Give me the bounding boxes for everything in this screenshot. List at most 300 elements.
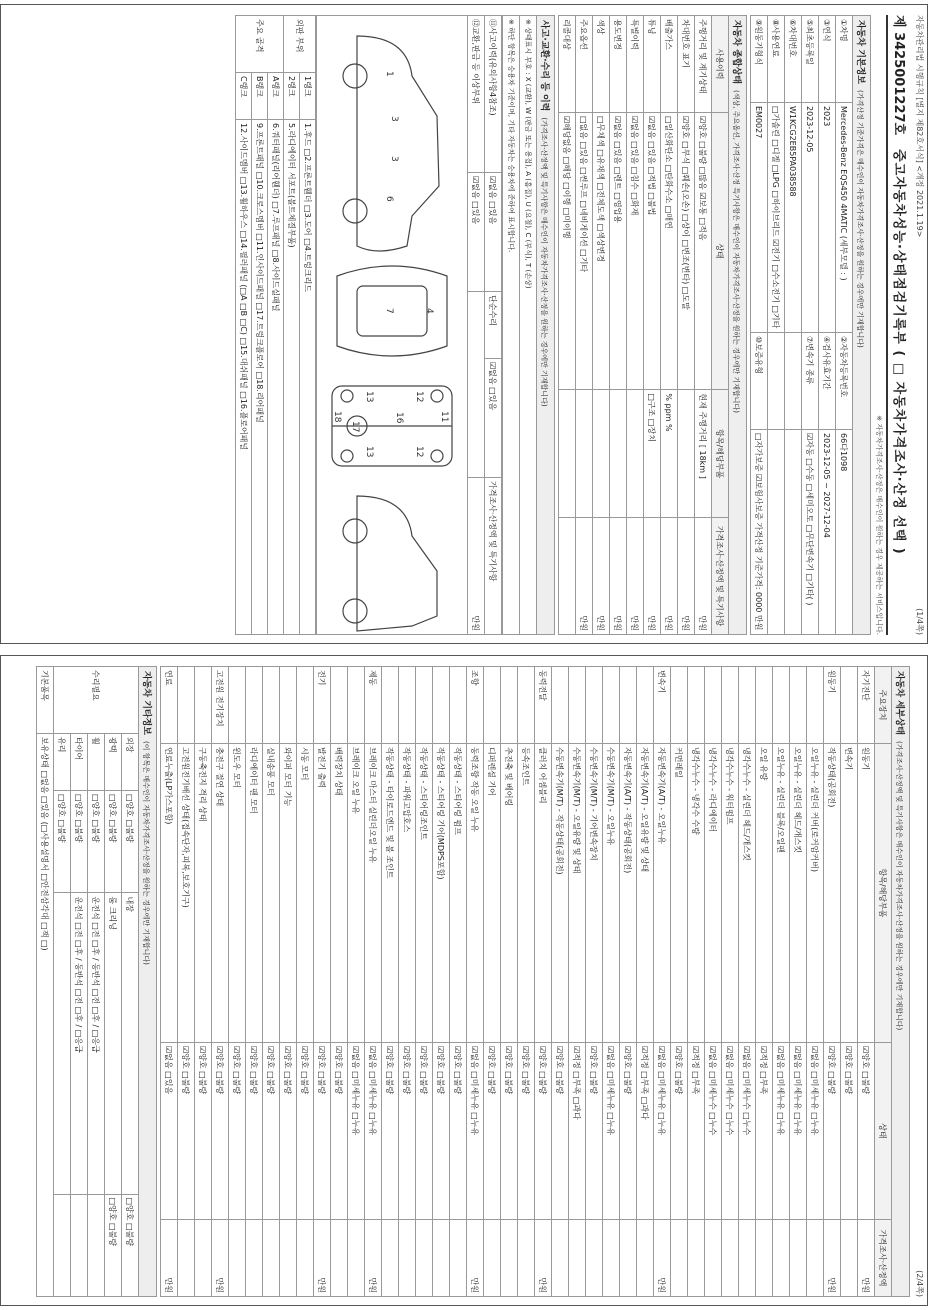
detail-state: ☑양호 □불량 bbox=[620, 1043, 637, 1220]
overall-status-section bbox=[729, 15, 747, 635]
main-rank-a-items: 6.쿼터패널(리어휀더) □7.루프패널 □8.사이드실패널 bbox=[268, 120, 284, 635]
detail-part: 오일누유 - 실린더 헤드/개스킷 bbox=[790, 744, 807, 1043]
repair-row bbox=[88, 667, 105, 1297]
status-detail bbox=[610, 390, 627, 518]
basic-info-value-2 bbox=[768, 430, 785, 635]
detail-system bbox=[552, 667, 569, 744]
accident-notes bbox=[502, 15, 537, 635]
detail-part: 작동상태 - 스티어링 펌프 bbox=[450, 744, 467, 1043]
svg-text:16: 16 bbox=[394, 412, 404, 424]
car-side-right-outline bbox=[357, 496, 437, 631]
detail-part: 클러치 어셈블리 bbox=[535, 744, 552, 1043]
page-1 bbox=[0, 4, 928, 644]
detail-system bbox=[603, 667, 620, 744]
repair-part: 타이어 bbox=[71, 734, 88, 791]
detail-row bbox=[688, 667, 705, 1297]
status-detail bbox=[576, 390, 593, 518]
detail-price bbox=[331, 1220, 348, 1297]
detail-part: 작동상태 - 스티어링조인트 bbox=[416, 744, 433, 1043]
detail-price bbox=[280, 1220, 297, 1297]
service-notice: ※ 자동차가격조사·산정은 매수인이 원하는 경우 제공하는 서비스입니다. bbox=[875, 415, 883, 635]
repair-part-2: 내장 bbox=[122, 893, 139, 1194]
detail-row bbox=[603, 667, 620, 1297]
detail-price: 만원 bbox=[161, 1220, 178, 1297]
detail-part: 자동변속기(A/T) - 오일누유 bbox=[654, 744, 671, 1043]
detail-price bbox=[790, 1220, 807, 1297]
repair-label: 수리필요 bbox=[54, 667, 139, 734]
detail-system bbox=[569, 667, 586, 744]
detail-col-system: 주요장치 bbox=[875, 667, 892, 744]
repair-part-2 bbox=[54, 893, 71, 1194]
detail-price bbox=[688, 1220, 705, 1297]
detail-row bbox=[722, 667, 739, 1297]
repair-part: 외장 bbox=[122, 734, 139, 791]
detail-row bbox=[518, 667, 535, 1297]
detail-part: 와이퍼 모터 기능 bbox=[280, 744, 297, 1043]
basic-info-value-2: 66다1098 bbox=[836, 430, 853, 635]
detail-price bbox=[705, 1220, 722, 1297]
repair-part-2: 룸 크리닝 bbox=[105, 893, 122, 1194]
basic-info-subnote: (가격산정 기준가격은 매수인이 자동차가격조사·산정을 원하는 경우에만 기재합니다) bbox=[856, 90, 864, 348]
page-1-content bbox=[1, 5, 928, 644]
detail-state: ☑양호 □불량 bbox=[518, 1043, 535, 1220]
detail-price bbox=[552, 1220, 569, 1297]
outer-rank-2-items: 5.라디에이터 서포트(볼트체결부품) bbox=[284, 120, 300, 635]
replaced-parts-label: ⑫교환,판금 등 이상부위 bbox=[468, 16, 485, 173]
detail-part: 커먼레일 bbox=[671, 744, 688, 1043]
detail-row bbox=[484, 667, 501, 1297]
main-rank-c-items: 12.사이드멤버 □13.휠하우스 □14.필러패널 (□A □B □C) □15.대쉬패널 □16.플로어패널 bbox=[236, 120, 252, 635]
detail-price: 만원 bbox=[654, 1220, 671, 1297]
basic-info-value-2: □자가보증 ☑보험사보증 가격산정 기준가격: 0000 만원 bbox=[751, 430, 768, 635]
repair-part: 광택 bbox=[105, 734, 122, 791]
detail-state: ☑없음 □미세누유 □누유 bbox=[365, 1043, 382, 1220]
basic-info-label: ⑧사용연료 bbox=[768, 16, 785, 103]
detail-state: ☑적정 □부족 bbox=[688, 1043, 705, 1220]
detail-part: 수동변속기(M/T) - 기어변속장치 bbox=[586, 744, 603, 1043]
detail-system bbox=[620, 667, 637, 744]
outer-rank-1-label: 1랭크 bbox=[300, 73, 316, 120]
detail-part: 발전기 출력 bbox=[314, 744, 331, 1043]
simple-repair-value: ☑없음 □있음 bbox=[485, 359, 502, 478]
detail-state: ☑양호 □불량 bbox=[212, 1043, 229, 1220]
status-detail bbox=[627, 390, 644, 518]
detail-row bbox=[433, 667, 450, 1297]
detail-state: ☑양호 □불량 bbox=[450, 1043, 467, 1220]
detail-part: 냉각수누수 - 냉각수 수량 bbox=[688, 744, 705, 1043]
detail-state: ☑양호 □불량 bbox=[399, 1043, 416, 1220]
detail-row bbox=[416, 667, 433, 1297]
detail-row bbox=[773, 667, 790, 1297]
detail-price: 만원 bbox=[212, 1220, 229, 1297]
status-item: 배출가스 bbox=[661, 16, 678, 113]
detail-row bbox=[212, 667, 229, 1297]
detail-state: ☑양호 □불량 bbox=[535, 1043, 552, 1220]
status-col-state: 상태 bbox=[712, 113, 729, 390]
detail-price bbox=[841, 1220, 858, 1297]
detail-price bbox=[501, 1220, 518, 1297]
detail-system bbox=[586, 667, 603, 744]
repair-state-2: □양호 □불량 bbox=[105, 1194, 122, 1297]
basic-info-row bbox=[819, 16, 836, 635]
detail-price bbox=[246, 1220, 263, 1297]
outer-rank-2-label: 2랭크 bbox=[284, 73, 300, 120]
accident-note-1: ※ 상태표시 부호 : X (교환), W (판금 또는 용접), A (흠집), U (요철), C (부식), T (손상) bbox=[520, 16, 537, 635]
detail-row bbox=[535, 667, 552, 1297]
detail-system bbox=[807, 667, 824, 744]
detail-row bbox=[297, 667, 314, 1297]
basic-info-label: ③연식 bbox=[819, 16, 836, 103]
detail-price bbox=[671, 1220, 688, 1297]
status-price: 만원 bbox=[627, 518, 644, 635]
detail-system: 원동기 bbox=[824, 667, 841, 744]
status-state: ☑양호 □부식 □훼손(오손) □상이 □변조(변타) □도말 bbox=[678, 113, 695, 390]
detail-state: ☑양호 □불량 bbox=[671, 1043, 688, 1220]
status-price: 만원 bbox=[576, 518, 593, 635]
detail-state: ☑양호 □불량 bbox=[178, 1043, 195, 1220]
repair-state-2 bbox=[71, 1194, 88, 1297]
detail-system bbox=[382, 667, 399, 744]
detail-status-section bbox=[892, 666, 910, 1297]
detail-system: 고전원 전기장치 bbox=[212, 667, 229, 744]
detail-price: 만원 bbox=[535, 1220, 552, 1297]
detail-system: 제동 bbox=[365, 667, 382, 744]
main-rank-a-label: A랭크 bbox=[268, 73, 284, 120]
status-row bbox=[610, 16, 627, 635]
basic-info-label-2 bbox=[768, 333, 785, 430]
detail-price bbox=[773, 1220, 790, 1297]
detail-system bbox=[637, 667, 654, 744]
status-price: 만원 bbox=[644, 518, 661, 635]
basic-info-label: ⑥차대번호 bbox=[785, 16, 802, 103]
detail-state: ☑양호 □불량 bbox=[280, 1043, 297, 1220]
detail-row bbox=[161, 667, 178, 1297]
detail-state: ☑양호 □불량 bbox=[824, 1043, 841, 1220]
svg-text:3: 3 bbox=[389, 116, 399, 122]
svg-text:1: 1 bbox=[384, 71, 394, 77]
repair-part-2: 운전석 □전 □후 / 동반석 □전 □후 / □응급 bbox=[71, 893, 88, 1194]
repair-part: 휠 bbox=[88, 734, 105, 791]
detail-row bbox=[807, 667, 824, 1297]
detail-price bbox=[263, 1220, 280, 1297]
repair-state-2 bbox=[54, 1194, 71, 1297]
status-state: ☑양호 □불량 □많음 ☑보통 □적음 bbox=[695, 113, 712, 390]
overall-status-subnote: (색상, 주요옵션, 가격조사·산정 특기사항은 매수인이 자동차가격조사·산정을 원하는 경우에만 기재합니다) bbox=[732, 90, 740, 413]
document-title: 중고자동차성능·상태점검기록부 ( □ 자동차가격조사·산정 선택 ) bbox=[891, 149, 906, 555]
document-number: 제 3425001227호 bbox=[891, 15, 906, 136]
detail-system bbox=[841, 667, 858, 744]
detail-row bbox=[382, 667, 399, 1297]
detail-price bbox=[739, 1220, 756, 1297]
detail-price: 만원 bbox=[467, 1220, 484, 1297]
detail-part: 오일누유 - 실린더 블록/오일팬 bbox=[773, 744, 790, 1043]
detail-part: 동력조향 작동 오일 누유 bbox=[467, 744, 484, 1043]
status-state: ☑없음 □있음 □적법 □불법 bbox=[644, 113, 661, 390]
detail-part: 구동축전지 격리 상태 bbox=[195, 744, 212, 1043]
detail-system bbox=[348, 667, 365, 744]
detail-part: 라디에이터 팬 모터 bbox=[246, 744, 263, 1043]
detail-part: 냉각수누수 - 워터펌프 bbox=[722, 744, 739, 1043]
status-item: 색상 bbox=[593, 16, 610, 113]
basic-info-value-2: ☑자동 □수동 □세미오토 □무단변속기 □기타( ) bbox=[802, 430, 819, 635]
detail-row bbox=[790, 667, 807, 1297]
main-rank-c-label: C랭크 bbox=[236, 73, 252, 120]
detail-price bbox=[722, 1220, 739, 1297]
status-detail bbox=[559, 390, 576, 518]
status-item: 용도변경 bbox=[610, 16, 627, 113]
detail-part: 수동변속기(M/T) - 작동상태(공회전) bbox=[552, 744, 569, 1043]
detail-system bbox=[331, 667, 348, 744]
etc-info-subnote: (이 항목은 매수인이 자동차가격조사·산정을 원하는 경우에만 기재합니다) bbox=[142, 741, 150, 965]
detail-state: ☑적정 □부족 □과다 bbox=[569, 1043, 586, 1220]
repair-state-2 bbox=[88, 1194, 105, 1297]
detail-state: ☑없음 □미세누수 □누수 bbox=[705, 1043, 722, 1220]
status-price: 만원 bbox=[593, 518, 610, 635]
detail-part: 원동기 bbox=[858, 744, 875, 1043]
page-2-number: (2/4쪽) bbox=[915, 1270, 924, 1297]
accident-note-2: ※ 하단 항목은 승용차 기준이며, 기타 자동차는 승용차에 준하여 표시합니다. bbox=[503, 16, 520, 635]
repair-part-2: 운전석 □전 □후 / 동반석 □전 □후 / □응급 bbox=[88, 893, 105, 1194]
status-detail bbox=[593, 390, 610, 518]
main-rank-b-items: 9.프론트패널 □10.크로스멤버 □11.인사이드패널 □17.트렁크플로어 □18.리어패널 bbox=[252, 120, 268, 635]
detail-row bbox=[637, 667, 654, 1297]
status-col-price: 가격조사·산정액 및 특기사항 bbox=[712, 518, 729, 635]
detail-row bbox=[841, 667, 858, 1297]
detail-state: ☑양호 □불량 bbox=[382, 1043, 399, 1220]
detail-system bbox=[790, 667, 807, 744]
detail-price: 만원 bbox=[314, 1220, 331, 1297]
status-price: 만원 bbox=[610, 518, 627, 635]
basic-info-value: Mercedes-Benz EQS450 4MATIC (세부모델 : ) bbox=[836, 103, 853, 333]
svg-text:11: 11 bbox=[439, 411, 449, 423]
detail-price bbox=[756, 1220, 773, 1297]
repair-state: □양호 □불량 bbox=[71, 791, 88, 893]
detail-row bbox=[467, 667, 484, 1297]
detail-part: 고전원전기배선 상태(접속단자,피복,보호기구) bbox=[178, 744, 195, 1043]
basic-info-label: ①차명 bbox=[836, 16, 853, 103]
detail-price bbox=[399, 1220, 416, 1297]
detail-system bbox=[450, 667, 467, 744]
status-price: 만원 bbox=[661, 518, 678, 635]
detail-part: 오일누유 - 실린더 커버(로커암커버) bbox=[807, 744, 824, 1043]
detail-system bbox=[756, 667, 773, 744]
replaced-parts-value: ☑없음 □있음 bbox=[468, 173, 485, 292]
detail-price bbox=[807, 1220, 824, 1297]
svg-text:7: 7 bbox=[384, 308, 394, 314]
accident-history-label: ⑪사고이력(유의사항4참조) bbox=[485, 16, 502, 173]
basic-info-value: 2023-12-05 bbox=[802, 103, 819, 333]
detail-price bbox=[178, 1220, 195, 1297]
detail-state: ☑없음 □미세누유 □누유 bbox=[807, 1043, 824, 1220]
basic-info-row bbox=[768, 16, 785, 635]
detail-price bbox=[416, 1220, 433, 1297]
detail-system bbox=[246, 667, 263, 744]
page-2 bbox=[0, 655, 928, 1306]
detail-row bbox=[705, 667, 722, 1297]
detail-state: ☑없음 □미세누유 □누유 bbox=[773, 1043, 790, 1220]
detail-price bbox=[484, 1220, 501, 1297]
detail-row bbox=[178, 667, 195, 1297]
detail-row bbox=[654, 667, 671, 1297]
car-outline-diagram bbox=[317, 16, 467, 636]
detail-price bbox=[348, 1220, 365, 1297]
basic-info-label: ⑤최초등록일 bbox=[802, 16, 819, 103]
status-item: 주행거리 및 계기상태 bbox=[695, 16, 712, 113]
detail-part: 연료누출(LP가스포함) bbox=[161, 744, 178, 1043]
repair-row bbox=[54, 667, 71, 1297]
basic-info-label: ⑨원동기형식 bbox=[751, 16, 768, 103]
repair-part: 유리 bbox=[54, 734, 71, 791]
detail-row bbox=[739, 667, 756, 1297]
detail-system bbox=[688, 667, 705, 744]
etc-info-heading: 자동차 기타정보 bbox=[141, 671, 151, 735]
detail-part: 냉각수누수 - 실린더 헤드/개스킷 bbox=[739, 744, 756, 1043]
detail-part: 자동변속기(A/T) - 오일유량 및 상태 bbox=[637, 744, 654, 1043]
detail-state: ☑없음 □미세누유 □누유 bbox=[603, 1043, 620, 1220]
status-price: 만원 bbox=[695, 518, 712, 635]
basic-items-value: 보유상태 □없음 □있음 (□사용설명서 □안전삼각대 □잭 □) bbox=[37, 734, 54, 1297]
overall-status-heading: 자동차 종합상태 bbox=[731, 20, 741, 84]
detail-state: ☑없음 □미세누유 □누유 bbox=[467, 1043, 484, 1220]
status-detail: 현재 주행거리 [ 18km ] bbox=[695, 390, 712, 518]
detail-row bbox=[450, 667, 467, 1297]
detail-system: 연료 bbox=[161, 667, 178, 744]
detail-row bbox=[365, 667, 382, 1297]
outer-panel-label: 외판 부위 bbox=[284, 16, 316, 73]
detail-row bbox=[348, 667, 365, 1297]
detail-row bbox=[858, 667, 875, 1297]
repair-state-2: □양호 □불량 bbox=[122, 1194, 139, 1297]
detail-state: ☑양호 □불량 bbox=[433, 1043, 450, 1220]
status-price: 만원 bbox=[678, 518, 695, 635]
detail-system bbox=[722, 667, 739, 744]
detail-state: ☑양호 □불량 bbox=[195, 1043, 212, 1220]
detail-col-price: 가격조사·산정액 bbox=[875, 1220, 892, 1297]
detail-price bbox=[620, 1220, 637, 1297]
accident-questions bbox=[467, 15, 502, 635]
accident-subnote: (가격조사·산정액 및 특기사항은 매수인이 자동차가격조사·산정을 원하는 경우에만 기재합니다) bbox=[540, 117, 548, 407]
basic-info-value-2: 2023-12-05 ~ 2027-12-04 bbox=[819, 430, 836, 635]
status-row bbox=[627, 16, 644, 635]
title-bar bbox=[886, 15, 913, 635]
detail-part: 실내송풍 모터 bbox=[263, 744, 280, 1043]
detail-price bbox=[195, 1220, 212, 1297]
detail-row bbox=[501, 667, 518, 1297]
detail-part: 오일 유량 bbox=[756, 744, 773, 1043]
status-row bbox=[644, 16, 661, 635]
accident-section bbox=[537, 15, 555, 635]
repair-state: □양호 □불량 bbox=[54, 791, 71, 893]
svg-text:6: 6 bbox=[384, 196, 394, 202]
detail-row bbox=[620, 667, 637, 1297]
detail-state: ☑양호 □불량 bbox=[229, 1043, 246, 1220]
detail-row bbox=[399, 667, 416, 1297]
car-damage-diagram bbox=[316, 15, 467, 635]
basic-info-label-2: ②자동차등록번호 bbox=[836, 333, 853, 430]
detail-row bbox=[756, 667, 773, 1297]
basic-info-value: □가솔린 □디젤 □LPG □하이브리드 ☑전기 □수소전기 □기타 bbox=[768, 103, 785, 333]
detail-row bbox=[552, 667, 569, 1297]
detail-state: ☑없음 □미세누유 □누유 bbox=[790, 1043, 807, 1220]
basic-info-section bbox=[853, 15, 871, 635]
detail-price bbox=[518, 1220, 535, 1297]
detail-system bbox=[263, 667, 280, 744]
basic-info-label-2: ④검사유효기간 bbox=[819, 333, 836, 430]
status-row bbox=[695, 16, 712, 635]
detail-row bbox=[263, 667, 280, 1297]
detail-system bbox=[705, 667, 722, 744]
repair-row bbox=[105, 667, 122, 1297]
detail-row bbox=[671, 667, 688, 1297]
detail-system bbox=[195, 667, 212, 744]
etc-info-section bbox=[139, 666, 157, 1297]
detail-system bbox=[739, 667, 756, 744]
detail-row bbox=[569, 667, 586, 1297]
detail-state: ☑양호 □불량 bbox=[586, 1043, 603, 1220]
detail-state: ☑양호 □불량 bbox=[331, 1043, 348, 1220]
detail-price bbox=[297, 1220, 314, 1297]
accident-heading: 사고·교환·수리 등 이력 bbox=[539, 20, 549, 112]
accident-history-value: ☑없음 □있음 bbox=[485, 173, 502, 292]
detail-state: ☑양호 □불량 bbox=[484, 1043, 501, 1220]
page-1-header bbox=[913, 15, 925, 635]
detail-row bbox=[331, 667, 348, 1297]
detail-row bbox=[246, 667, 263, 1297]
detail-part: 냉각수누수 - 라디에이터 bbox=[705, 744, 722, 1043]
repair-state: □양호 □불량 bbox=[105, 791, 122, 893]
page-2-header bbox=[913, 666, 925, 1297]
detail-part: 작동상태 - 타이로드엔드 및 볼 조인트 bbox=[382, 744, 399, 1043]
page-2-content bbox=[1, 656, 928, 1306]
status-price bbox=[559, 518, 576, 635]
detail-state: ☑없음 □미세누수 □누수 bbox=[739, 1043, 756, 1220]
status-state: □일산화탄소 □탄화수소 □매연 bbox=[661, 113, 678, 390]
detail-part: 작동상태 - 스티어링 기어(MDPS포함) bbox=[433, 744, 450, 1043]
detail-state: ☑양호 □불량 bbox=[416, 1043, 433, 1220]
svg-text:4: 4 bbox=[424, 308, 434, 314]
status-detail: □구조 □장치 bbox=[644, 390, 661, 518]
status-detail: % ppm % bbox=[661, 390, 678, 518]
status-item: 차대번호 표기 bbox=[678, 16, 695, 113]
detail-price bbox=[433, 1220, 450, 1297]
detail-part: 작동상태(공회전) bbox=[824, 744, 841, 1043]
detail-price bbox=[586, 1220, 603, 1297]
repair-table bbox=[36, 666, 139, 1297]
status-row bbox=[593, 16, 610, 635]
detail-state: ☑양호 □불량 bbox=[552, 1043, 569, 1220]
status-item: 리콜대상 bbox=[559, 16, 576, 113]
detail-col-part: 항목/해당부품 bbox=[875, 744, 892, 1043]
detail-part: 윈도우 모터 bbox=[229, 744, 246, 1043]
detail-row bbox=[280, 667, 297, 1297]
detail-part: 수동변속기(M/T) - 오일누유 bbox=[603, 744, 620, 1043]
status-state: ☑해당없음 □해당 □이행 □미이행 bbox=[559, 113, 576, 390]
detail-price bbox=[569, 1220, 586, 1297]
detail-state: ☑양호 □불량 bbox=[297, 1043, 314, 1220]
detail-part: 디퍼렌셜 기어 bbox=[484, 744, 501, 1043]
svg-text:12: 12 bbox=[414, 446, 424, 458]
price-note-label: 가격조사·산정액 및 특기사항 bbox=[485, 478, 502, 635]
detail-part: 변속기 bbox=[841, 744, 858, 1043]
status-item: 튜닝 bbox=[644, 16, 661, 113]
outer-rank-1-items: 1.후드 □2.프론트휀더 □3.도어 □4.트렁크리드 bbox=[300, 120, 316, 635]
basic-info-value: 2023 bbox=[819, 103, 836, 333]
basic-info-value-2 bbox=[785, 430, 802, 635]
basic-info-label-2 bbox=[785, 333, 802, 430]
status-state: ☑없음 □있음 □침수 □화재 bbox=[627, 113, 644, 390]
detail-price: 만원 bbox=[858, 1220, 875, 1297]
detail-system: 동력전달 bbox=[535, 667, 552, 744]
